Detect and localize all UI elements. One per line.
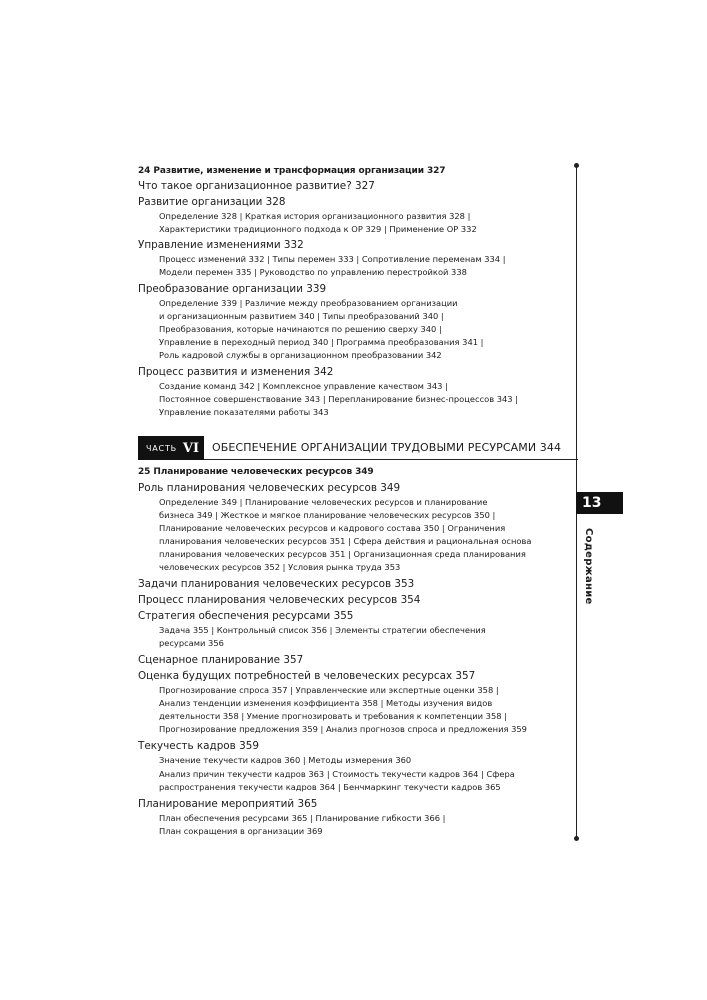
subsection-line: бизнеса 349 | Жесткое и мягкое планирование человеческих ресурсов 350 | — [159, 510, 496, 520]
subsection-line: ресурсами 356 — [159, 638, 224, 648]
section-title: Оценка будущих потребностей в человеческих ресурсах 357 — [138, 670, 476, 682]
section-title: Процесс развития и изменения 342 — [138, 366, 334, 378]
part-label: ЧАСТЬ — [146, 443, 177, 453]
part-header — [138, 436, 578, 460]
subsection-line: Прогнозирование предложения 359 | Анализ прогнозов спроса и предложения 359 — [159, 724, 527, 734]
subsection-line: Задача 355 | Контрольный список 356 | Элементы стратегии обеспечения — [159, 625, 486, 635]
section-title: Преобразование организации 339 — [138, 283, 327, 295]
section-title: Стратегия обеспечения ресурсами 355 — [138, 610, 354, 622]
section-title: Задачи планирования человеческих ресурсов 353 — [138, 578, 415, 590]
subsection-line: Определение 339 | Различие между преобразованием организации — [159, 298, 458, 308]
section-title: Сценарное планирование 357 — [138, 654, 304, 666]
chapter-title: 25 Планирование человеческих ресурсов 349 — [138, 467, 374, 477]
part-number: VI — [182, 440, 200, 456]
rule-dot-top — [574, 163, 579, 168]
subsection-line: Определение 349 | Планирование человеческих ресурсов и планирование — [159, 497, 488, 507]
rule-dot-bottom — [574, 836, 579, 841]
subsection-line: Характеристики традиционного подхода к ОР 329 | Применение ОР 332 — [159, 224, 477, 234]
subsection-line: План сокращения в организации 369 — [159, 826, 323, 836]
subsection-line: человеческих ресурсов 352 | Условия рынка труда 353 — [159, 562, 401, 572]
side-section-label: Содержание — [583, 528, 594, 605]
subsection-line: Определение 328 | Краткая история организационного развития 328 | — [159, 211, 471, 221]
subsection-line: Постоянное совершенствование 343 | Перепланирование бизнес-процессов 343 | — [159, 394, 519, 404]
section-title: Что такое организационное развитие? 327 — [138, 180, 375, 192]
part-underline — [204, 459, 578, 460]
page-tab-number: 13 — [576, 492, 623, 514]
subsection-line: План обеспечения ресурсами 365 | Планирование гибкости 366 | — [159, 813, 446, 823]
subsection-line: Прогнозирование спроса 357 | Управленческие или экспертные оценки 358 | — [159, 685, 499, 695]
subsection-line: Процесс изменений 332 | Типы перемен 333 | Сопротивление переменам 334 | — [159, 254, 506, 264]
subsection-line: Создание команд 342 | Комплексное управление качеством 343 | — [159, 381, 448, 391]
part-label-box — [138, 436, 204, 460]
subsection-line: и организационным развитием 340 | Типы преобразований 340 | — [159, 311, 444, 321]
subsection-line: Преобразования, которые начинаются по решению сверху 340 | — [159, 324, 442, 334]
subsection-line: Роль кадровой службы в организационном преобразовании 342 — [159, 350, 442, 360]
subsection-line: Планирование человеческих ресурсов и кадрового состава 350 | Ограничения — [159, 523, 506, 533]
subsection-line: Анализ причин текучести кадров 363 | Стоимость текучести кадров 364 | Сфера — [159, 769, 515, 779]
section-title: Процесс планирования человеческих ресурсов 354 — [138, 594, 421, 606]
part-title: ОБЕСПЕЧЕНИЕ ОРГАНИЗАЦИИ ТРУДОВЫМИ РЕСУРСАМИ 344 — [212, 441, 562, 454]
subsection-line: Модели перемен 335 | Руководство по управлению перестройкой 338 — [159, 267, 467, 277]
subsection-line: Управление в переходный период 340 | Программа преобразования 341 | — [159, 337, 484, 347]
subsection-line: Управление показателями работы 343 — [159, 407, 329, 417]
subsection-line: планирования человеческих ресурсов 351 | Организационная среда планирования — [159, 549, 526, 559]
section-title: Текучесть кадров 359 — [138, 740, 259, 752]
section-title: Планирование мероприятий 365 — [138, 798, 318, 810]
subsection-line: распространения текучести кадров 364 | Бенчмаркинг текучести кадров 365 — [159, 782, 501, 792]
section-title: Управление изменениями 332 — [138, 239, 304, 251]
subsection-line: деятельности 358 | Умение прогнозировать и требования к компетенции 358 | — [159, 711, 507, 721]
subsection-line: планирования человеческих ресурсов 351 | Сфера действия и рациональная основа — [159, 536, 532, 546]
subsection-line: Значение текучести кадров 360 | Методы измерения 360 — [159, 755, 412, 765]
subsection-line: Анализ тенденции изменения коэффициента 358 | Методы изучения видов — [159, 698, 493, 708]
section-title: Развитие организации 328 — [138, 196, 286, 208]
chapter-title: 24 Развитие, изменение и трансформация организации 327 — [138, 166, 446, 176]
section-title: Роль планирования человеческих ресурсов 349 — [138, 482, 401, 494]
